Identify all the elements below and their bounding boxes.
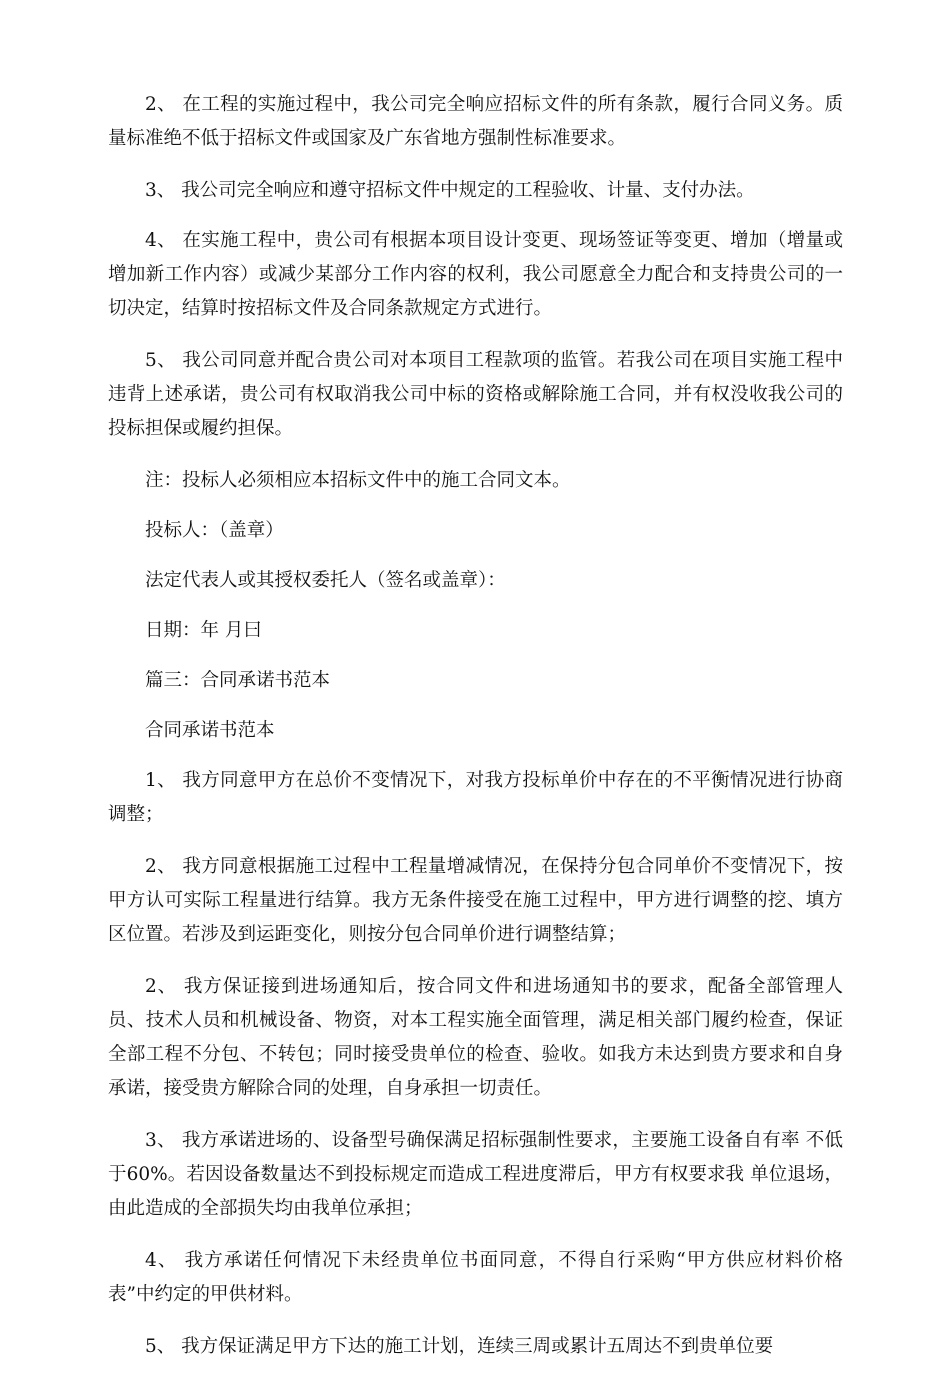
note-line: 注：投标人必须相应本招标文件中的施工合同文本。 — [145, 470, 571, 491]
legal-representative-line: 法定代表人或其授权委托人（签名或盖章）： — [145, 570, 506, 591]
document-page — [108, 88, 843, 1382]
commitment-item-2a: 2、 我方同意根据施工过程中工程量增减情况，在保持分包合同单价不变情况下，按甲方认可实际工程量进行结算。我方无条件接受在施工过程中，甲方进行调整的挖、填方区位置。若涉及到运距变化，则按分包合同单价进行调整结算； — [108, 856, 843, 945]
document-title: 合同承诺书范本 — [145, 720, 275, 741]
date-line: 日期：年 月曰 — [145, 620, 262, 641]
commitment-item-2b: 2、 我方保证接到进场通知后，按合同文件和进场通知书的要求，配备全部管理人员、技术人员和机械设备、物资，对本工程实施全面管理，满足相关部门履约检查，保证全部工程不分包、不转包；同时接受贵单位的检查、验收。如我方未达到贵方要求和自身承诺，接受贵方解除合同的处理，自身承担一切责任。 — [108, 976, 843, 1099]
paragraph-clause-5: 5、 我公司同意并配合贵公司对本项目工程款项的监管。若我公司在项目实施工程中违背上述承诺，贵公司有权取消我公司中标的资格或解除施工合同，并有权没收我公司的投标担保或履约担保。 — [108, 350, 843, 439]
paragraph-clause-4: 4、 在实施工程中，贵公司有根据本项目设计变更、现场签证等变更、增加（增量或增加新工作内容）或减少某部分工作内容的权利，我公司愿意全力配合和支持贵公司的一切决定，结算时按招标文件及合同条款规定方式进行。 — [108, 230, 843, 319]
commitment-item-1: 1、 我方同意甲方在总价不变情况下，对我方投标单价中存在的不平衡情况进行协商调整； — [108, 770, 843, 825]
section-heading: 篇三：合同承诺书范本 — [145, 670, 331, 691]
bidder-seal-line: 投标人：（盖章） — [145, 520, 284, 541]
commitment-item-3: 3、 我方承诺进场的、设备型号确保满足招标强制性要求，主要施工设备自有率 不低于60%。若因设备数量达不到投标规定而造成工程进度滞后，甲方有权要求我 单位退场，由此造成的全部损失均由我单位承担； — [108, 1130, 843, 1219]
paragraph-clause-2: 2、 在工程的实施过程中，我公司完全响应招标文件的所有条款，履行合同义务。质量标准绝不低于招标文件或国家及广东省地方强制性标准要求。 — [108, 94, 843, 149]
commitment-item-4: 4、 我方承诺任何情况下未经贵单位书面同意，不得自行采购“甲方供应材料价格表”中约定的甲供材料。 — [108, 1250, 843, 1305]
paragraph-clause-3: 3、 我公司完全响应和遵守招标文件中规定的工程验收、计量、支付办法。 — [145, 180, 755, 201]
commitment-item-5: 5、 我方保证满足甲方下达的施工计划，连续三周或累计五周达不到贵单位要 — [145, 1336, 774, 1357]
